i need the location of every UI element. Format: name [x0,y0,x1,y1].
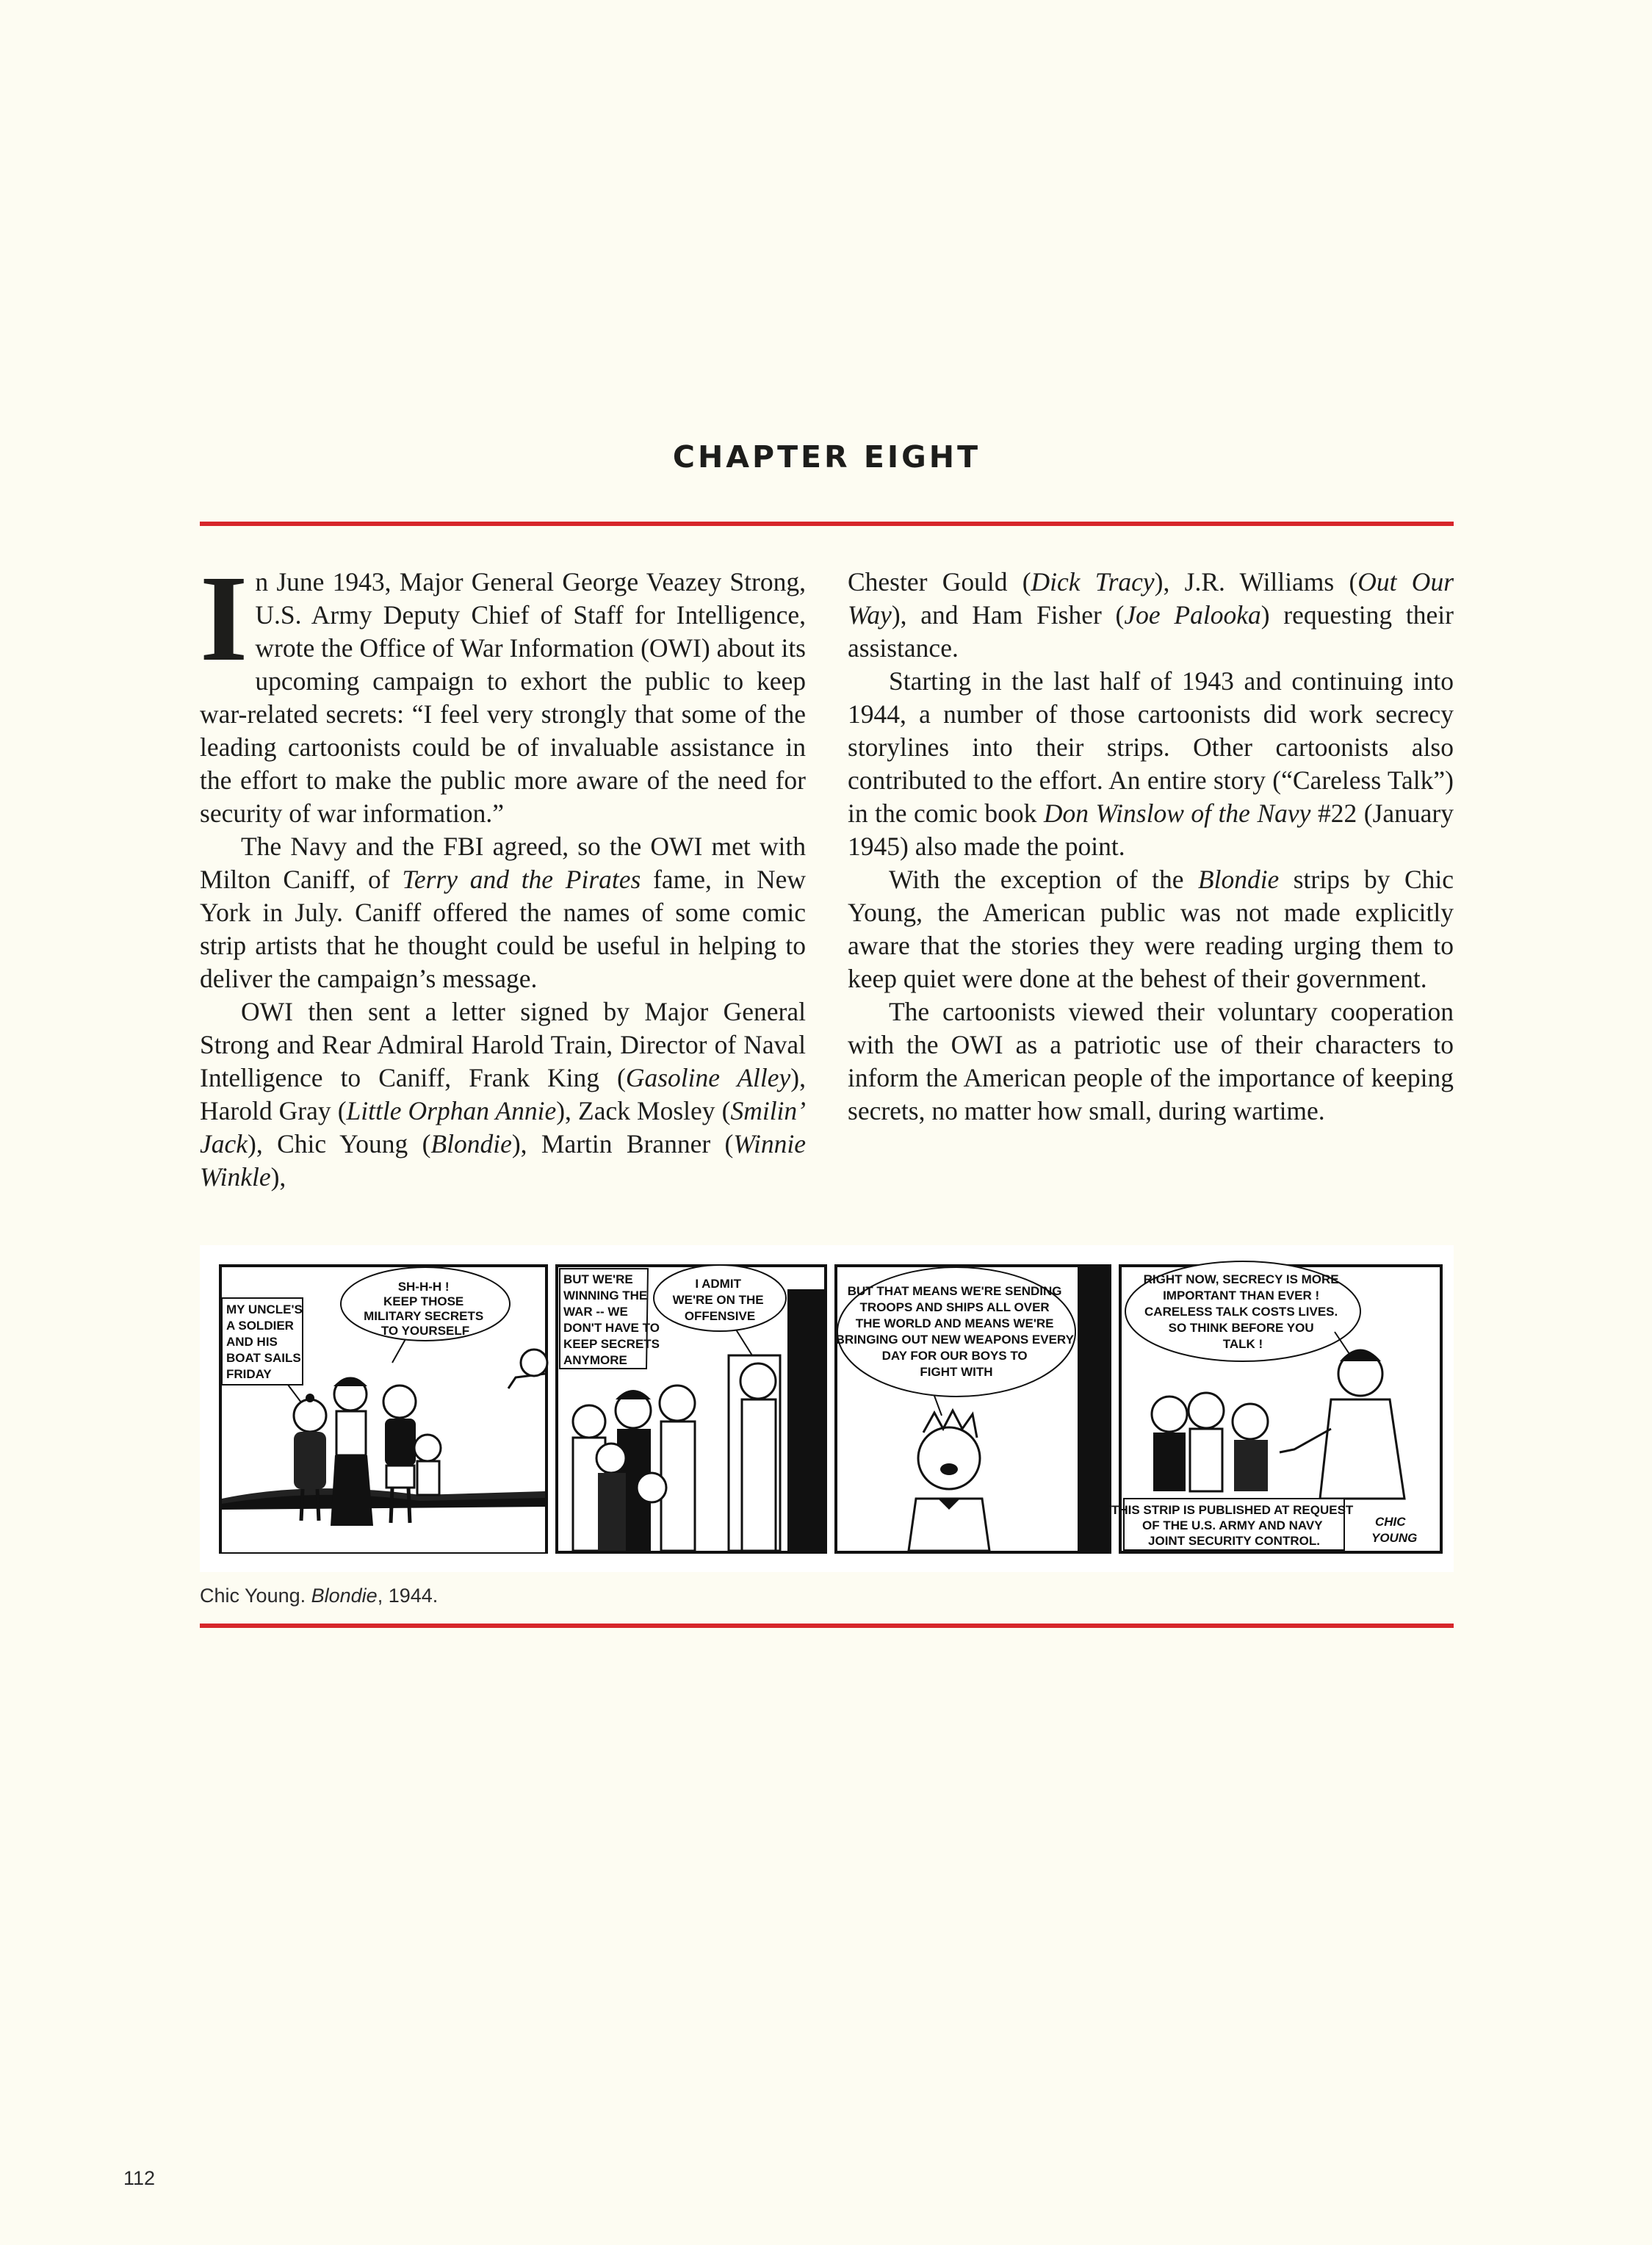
comic-strip [200,1245,1454,1572]
panel2-bubble1: BUT WE'RE WINNING THE WAR -- WE DON'T HAVE TO KEEP SECRETS ANYMORE [563,1272,660,1367]
panel1-bubble1: MY UNCLE'S A SOLDIER AND HIS BOAT SAILS FRIDAY [226,1302,303,1381]
panel-4-art [1111,1261,1417,1550]
paragraph: With the exception of the Blondie strips by Chic Young, the American public was not made explicitly aware that the stories they were reading urging them to keep quiet were done at the behest of their government. [848,865,1454,993]
panel1-bubble2: SH-H-H ! KEEP THOSE MILITARY SECRETS TO YOURSELF [364,1280,484,1338]
signature: CHIC YOUNG [1371,1515,1418,1545]
paragraph: OWI then sent a letter signed by Major General Strong and Rear Admiral Harold Train, Director of Naval Intelligence to Caniff, Frank King (Gasoline Alley), Harold Gray (Little Orphan Annie), Zack Mosley (Smilin’ Jack), Chic Young (Blondie), Martin Branner (Winnie Winkle), [200,997,806,1192]
paragraph: Chester Gould (Dick Tracy), J.R. Williams (Out Our Way), and Ham Fisher (Joe Palooka) requesting their assistance. [848,567,1454,663]
paragraph: In June 1943, Major General George Veazey Strong, U.S. Army Deputy Chief of Staff for Intelligence, wrote the Office of War Information (OWI) about its upcoming campaign to exhort the public to keep war-related secrets: “I feel very strongly that some of the leading cartoonists could be of invaluable assistance in the effort to make the public more aware of the need for security of war information.” [200,550,806,828]
chapter-title: CHAPTER EIGHT [672,439,981,475]
panel3-bubble: BUT THAT MEANS WE'RE SENDING TROOPS AND SHIPS ALL OVER THE WORLD AND MEANS WE'RE BRINGING OUT NEW WEAPONS EVERY DAY FOR OUR BOYS TO FIGHT WITH [835,1284,1074,1379]
figure-caption: Chic Young. Blondie, 1944. [200,1585,439,1607]
bottom-rule [200,1624,1454,1628]
panel4-notice: THIS STRIP IS PUBLISHED AT REQUEST OF THE U.S. ARMY AND NAVY JOINT SECURITY CONTROL. [1111,1503,1354,1548]
right-column [848,566,1454,1128]
paragraph: The cartoonists viewed their voluntary cooperation with the OWI as a patriotic use of their characters to inform the American people of the importance of keeping secrets, no matter how small, during wartime. [848,997,1454,1125]
panel-2-art [560,1265,824,1551]
panel-1-art [222,1267,547,1552]
drop-cap: I [200,550,248,687]
page-number: 112 [123,2167,156,2189]
paragraph: Starting in the last half of 1943 and continuing into 1944, a number of those cartoonists did work secrecy storylines into their strips. Other cartoonists also contributed to the effort. An entire story (“Careless Talk”) in the comic book Don Winslow of the Navy #22 (January 1945) also made the point. [848,666,1454,861]
panel2-bubble2: I ADMIT WE'RE ON THE OFFENSIVE [672,1277,764,1323]
left-column [200,550,807,1194]
panel-3-art [836,1267,1108,1551]
top-rule [200,522,1454,526]
paragraph: The Navy and the FBI agreed, so the OWI met with Milton Caniff, of Terry and the Pirates fame, in New York in July. Caniff offered the names of some comic strip artists that he thought could be useful in helping to deliver the campaign’s message. [200,832,807,993]
panel4-bubble: RIGHT NOW, SECRECY IS MORE IMPORTANT THAN EVER ! CARELESS TALK COSTS LIVES. SO THINK BEFORE YOU TALK ! [1143,1272,1339,1351]
